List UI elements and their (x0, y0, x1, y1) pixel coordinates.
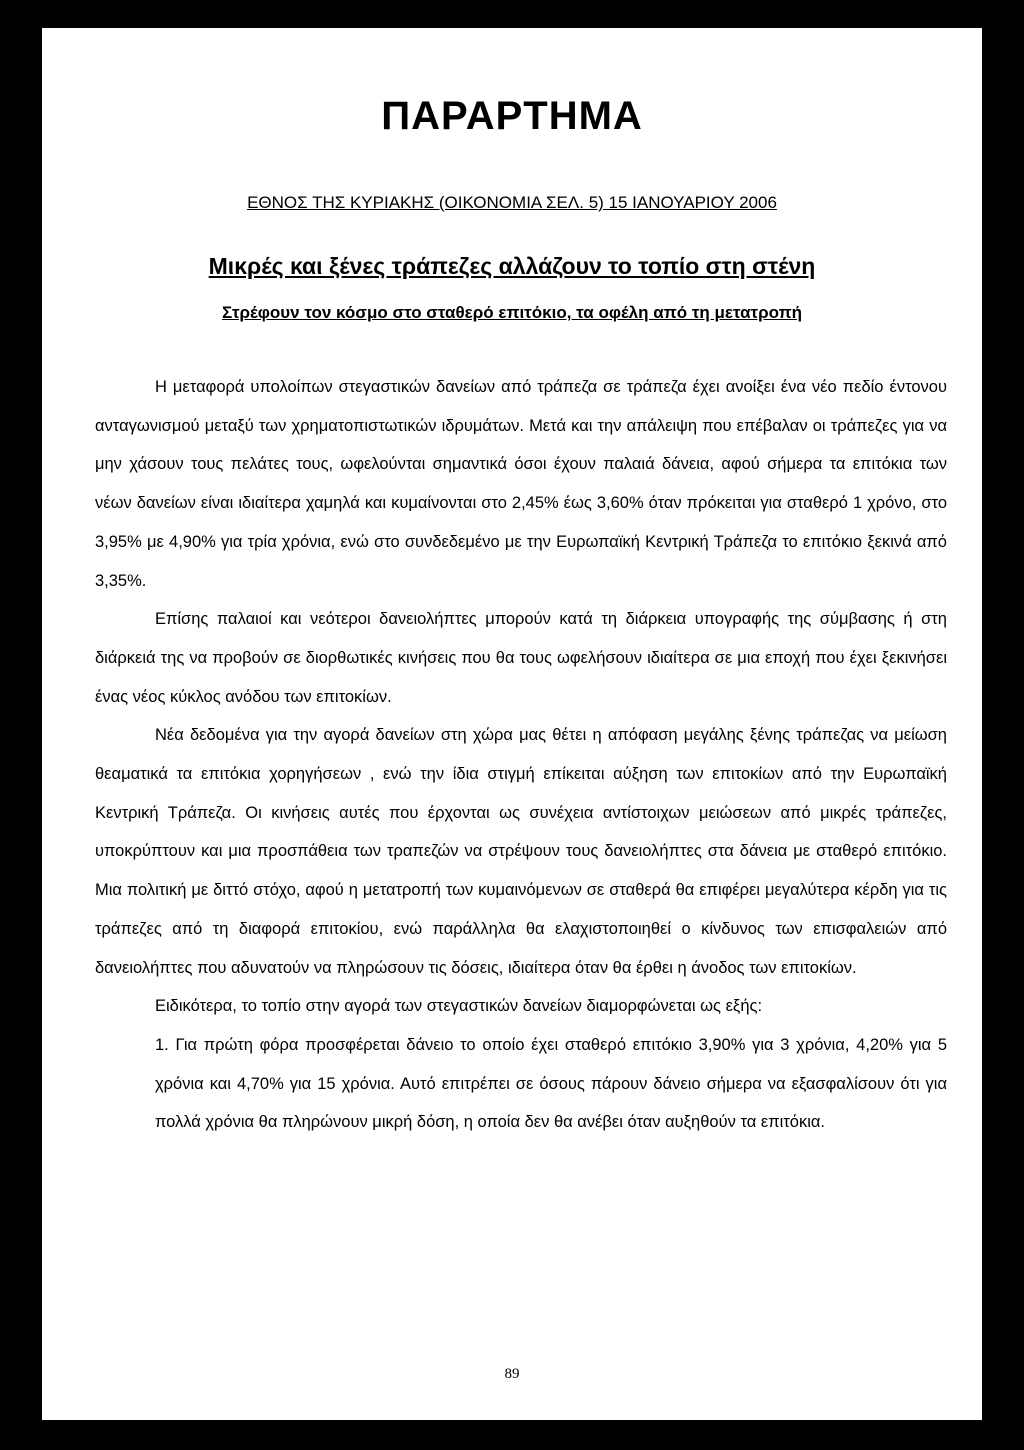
article-body (95, 368, 947, 1142)
article-headline: Μικρές και ξένες τράπεζες αλλάζουν το τοπίο στη στένη (208, 253, 816, 279)
document-page (42, 28, 982, 1420)
list-item-text: Για πρώτη φόρα προσφέρεται δάνειο το οποίο έχει σταθερό επιτόκιο 3,90% για 3 χρόνια, 4,20% για 5 χρόνια και 4,70% για 15 χρόνια. Αυτό επιτρέπει σε όσους πάρουν δάνειο σήμερα να εξασφαλίσουν ότι για πολλά χρόνια θα πληρώνουν μικρή δόση, η οποία δεν θα ανέβει όταν αυξηθούν τα επιτόκια. (155, 1035, 947, 1132)
list-item-content (155, 1026, 947, 1142)
list-item (95, 1026, 947, 1142)
article-subheadline: Στρέφουν τον κόσμο στο σταθερό επιτόκιο, τα οφέλη από τη μετατροπή (222, 303, 802, 322)
list-item-number: 1. (155, 1035, 169, 1054)
paragraph: Η μεταφορά υπολοίπων στεγαστικών δανείων από τράπεζα σε τράπεζα έχει ανοίξει ένα νέο πεδίο έντονου ανταγωνισμού μεταξύ των χρηματοπιστωτικών ιδρυμάτων. Μετά και την απάλειψη που επέβαλαν οι τράπεζες για να μην χάσουν τους πελάτες τους, ωφελούνται σημαντικά όσοι έχουν παλαιά δάνεια, αφού σήμερα τα επιτόκια των νέων δανείων είναι ιδιαίτερα χαμηλά και κυμαίνονται στο 2,45% έως 3,60% όταν πρόκειται για σταθερό 1 χρόνο, στο 3,95% με 4,90% για τρία χρόνια, ενώ στο συνδεδεμένο με την Ευρωπαϊκή Κεντρική Τράπεζα το επιτόκιο ξεκινά από 3,35%. (95, 378, 947, 590)
page-title: ΠΑΡΑΡΤΗΜΑ (381, 94, 643, 138)
paragraph: Επίσης παλαιοί και νεότεροι δανειολήπτες μπορούν κατά τη διάρκεια υπογραφής της σύμβασης ή στη διάρκειά της να προβούν σε διορθωτικές κινήσεις που θα τους ωφελήσουν ιδιαίτερα σε μια εποχή που έχει ξεκινήσει ένας νέος κύκλος ανόδου των επιτοκίων. (95, 610, 947, 706)
paragraph: Ειδικότερα, το τοπίο στην αγορά των στεγαστικών δανείων διαμορφώνεται ως εξής: (155, 997, 763, 1016)
page-number: 89 (504, 1366, 520, 1382)
paragraph: Νέα δεδομένα για την αγορά δανείων στη χώρα μας θέτει η απόφαση μεγάλης ξένης τράπεζας να μείωση θεαματικά τα επιτόκια χορηγήσεων , ενώ την ίδια στιγμή επίκειται αύξηση των επιτοκίων από την Ευρωπαϊκή Κεντρική Τράπεζα. Οι κινήσεις αυτές που έρχονται ως συνέχεια αντίστοιχων μειώσεων από μικρές τράπεζες, υποκρύπτουν και μια προσπάθεια των τραπεζών να στρέψουν τους δανειολήπτες στα δάνεια με σταθερό επιτόκιο. Μια πολιτική με διττό στόχο, αφού η μετατροπή των κυμαινόμενων σε σταθερά θα επιφέρει μεγαλύτερα κέρδη για τις τράπεζες από τη διαφορά επιτοκίου, ενώ παράλληλα θα ελαχιστοποιηθεί ο κίνδυνος των επισφαλειών από δανειολήπτες που αδυνατούν να πληρώσουν τις δόσεις, ιδιαίτερα όταν θα έρθει η άνοδος των επιτοκίων. (95, 726, 947, 977)
source-line: ΕΘΝΟΣ ΤΗΣ ΚΥΡΙΑΚΗΣ (ΟΙΚΟΝΟΜΙΑ ΣΕΛ. 5) 15 ΙΑΝΟΥΑΡΙΟΥ 2006 (247, 193, 777, 212)
